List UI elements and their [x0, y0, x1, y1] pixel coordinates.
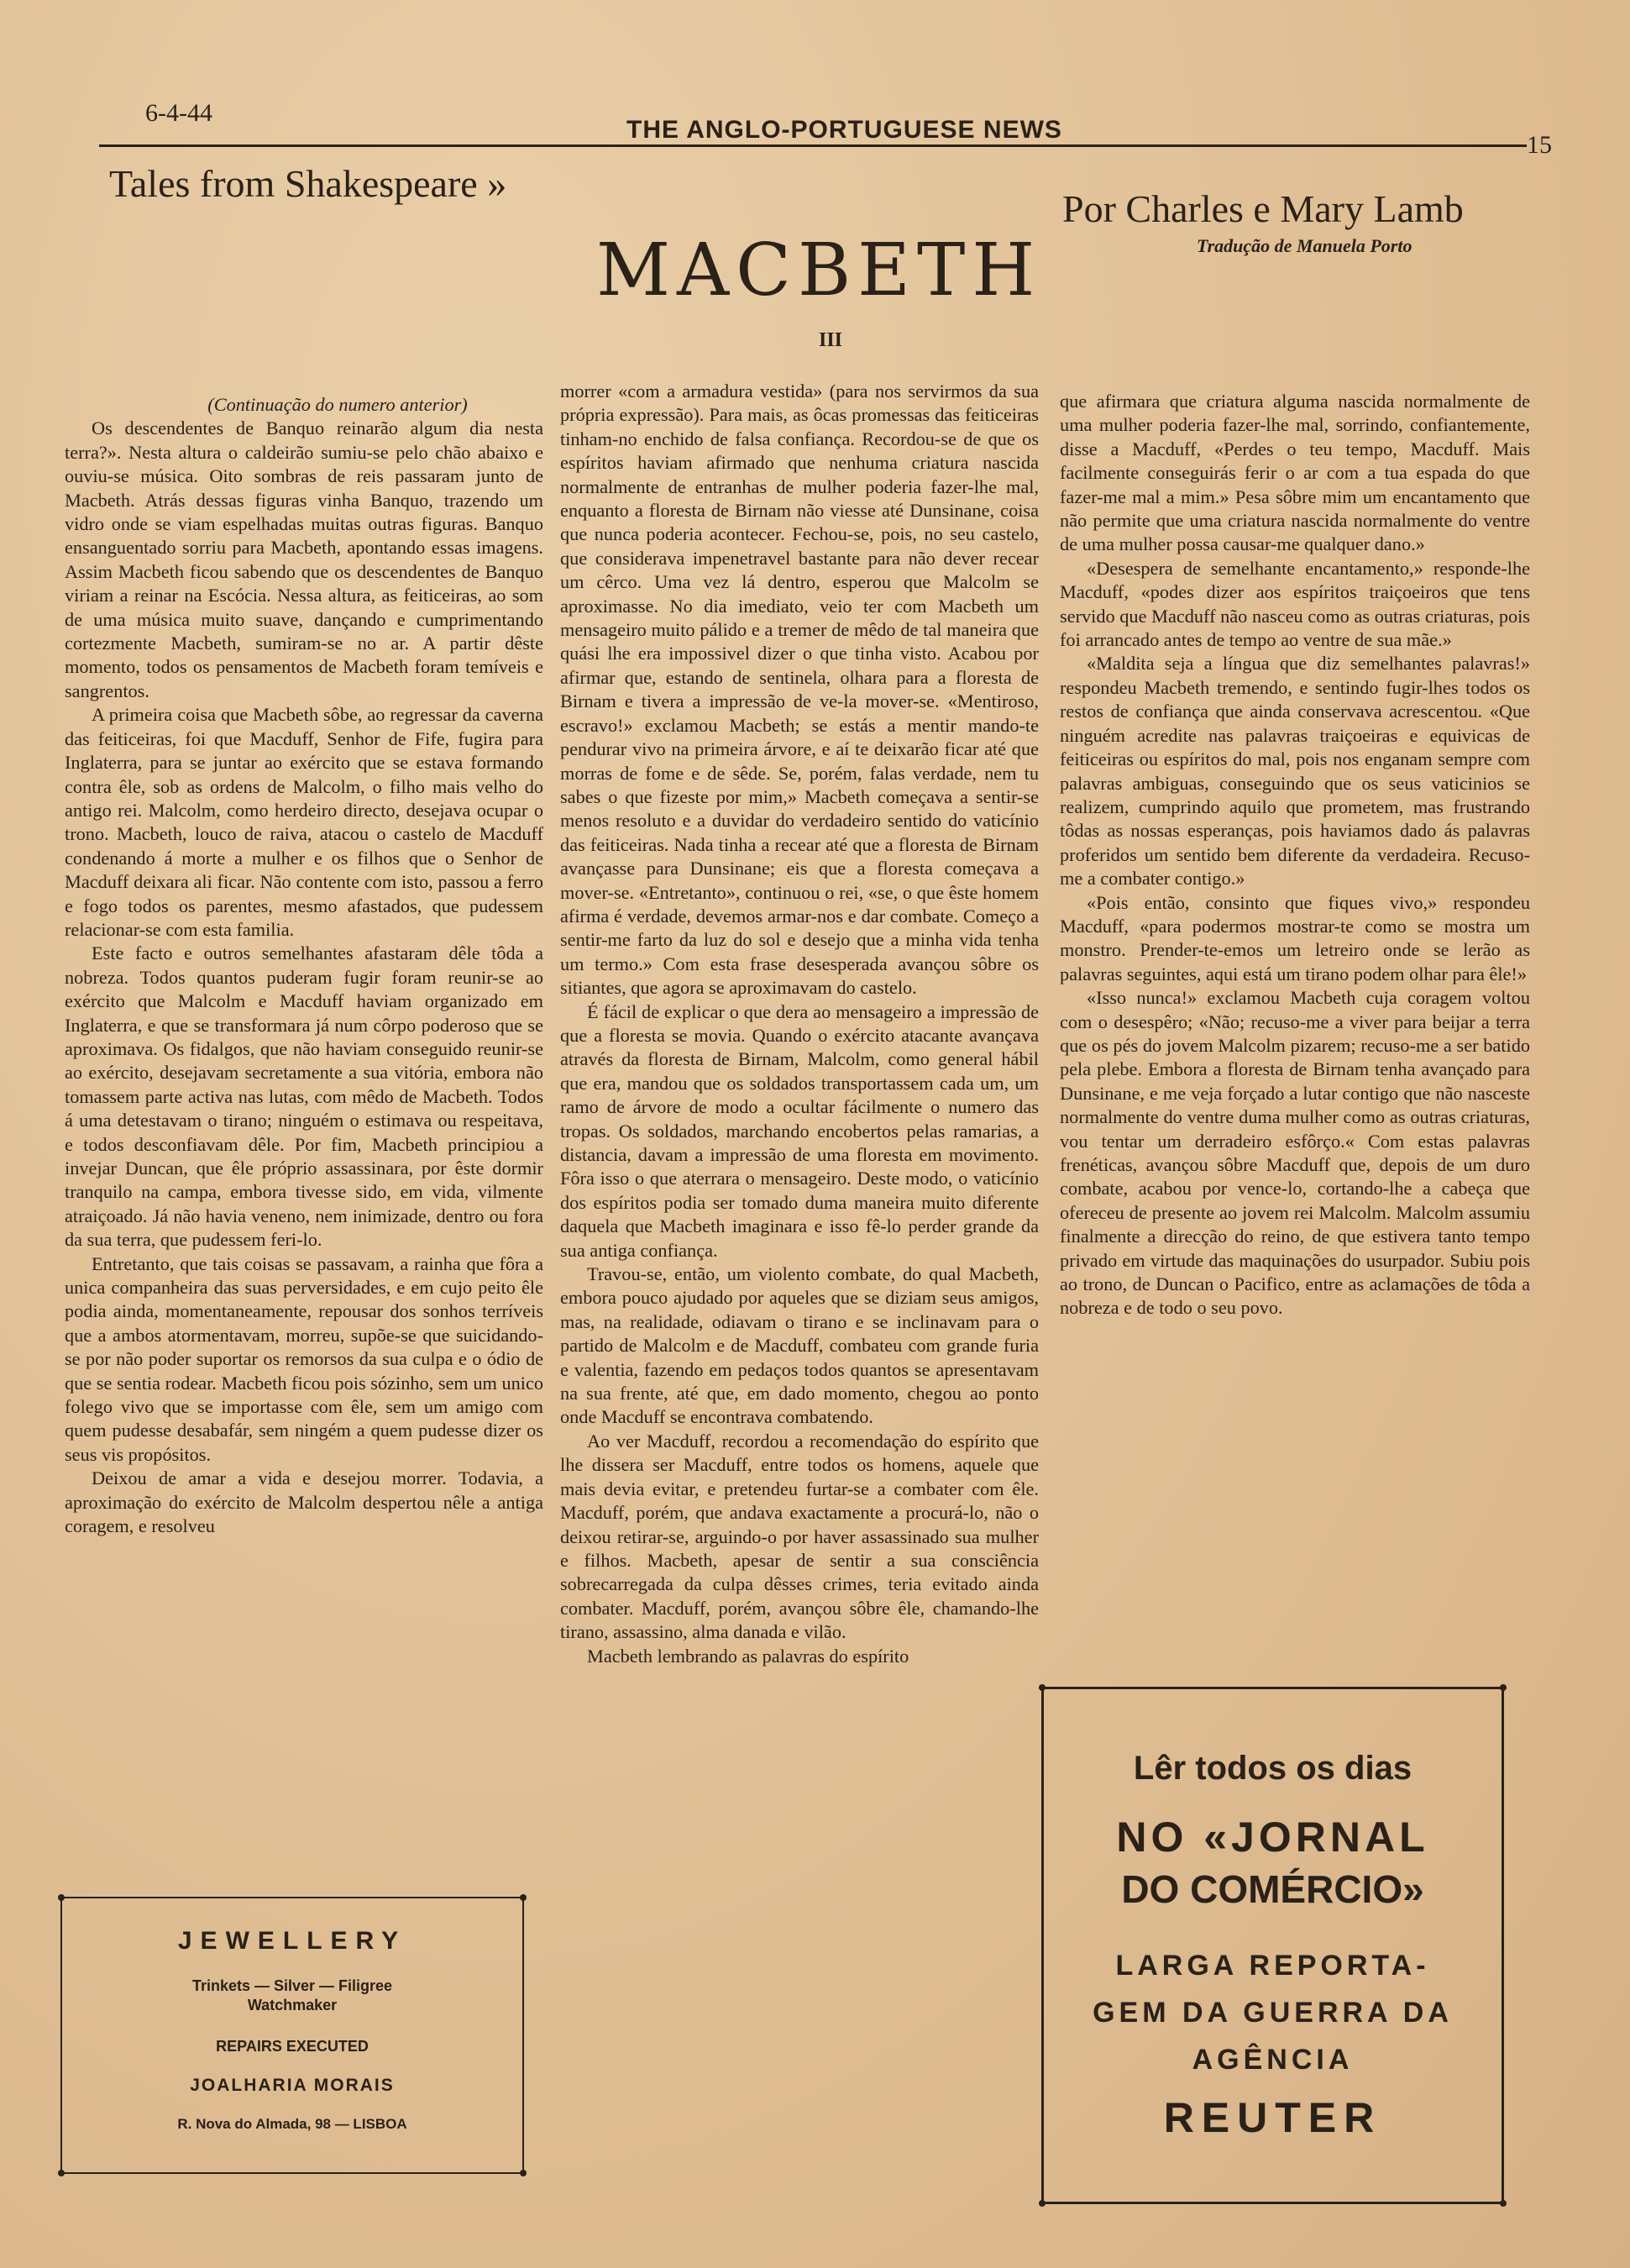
ad-line: REPAIRS EXECUTED — [216, 2038, 369, 2055]
ad-subline: LARGA REPORTA- — [1115, 1950, 1430, 1982]
corner-dot — [1500, 1684, 1507, 1691]
paragraph: Os descendentes de Banquo reinarão algum dia nesta terra?». Nesta altura o caldeirão sumiu-se pelo chão abaixo e ouviu-se música. Oito sombras de reis passaram junto de Macbeth. Atrás dessas figuras vinha Banquo, trazendo um vidro onde se viam espelhadas muitas outras figuras. Banquo ensanguentado sorriu para Macbeth, apontando essas imagens. Assim Macbeth ficou sabendo que os descendentes de Banquo viriam a reinar na Escócia. Nessa altura, as feiticeiras, ao som de uma música muito suave, dançando e cumprimentando cortezmente Macbeth, sumiram-se no ar. A partir dêste momento, todos os pensamentos de Macbeth foram temíveis e sangrentos. — [65, 417, 543, 701]
text-column-3 — [1060, 390, 1530, 1658]
paragraph: que afirmara que criatura alguma nascida normalmente de uma mulher poderia fazer-lhe mal, sorrindo, confiantemente, disse a Macduff, «Perdes o teu tempo, Macduff. Mais facilmente conseguirás ferir o ar com a tua espada do que fazer-me mal a mim.» Pesa sôbre mim um encantamento que não permite que uma criatura nascida normalmente do ventre de uma mulher possa causar-me qualquer dano.» — [1060, 391, 1530, 555]
corner-dot — [520, 1894, 527, 1901]
paragraph: «Desespera de semelhante encantamento,» responde-lhe Macduff, «podes dizer aos espíritos traiçoeiros que tens servido que Macduff não nasceu como as outras criaturas, pois foi arrancado antes de tempo ao ventre de sua mãe.» — [1060, 557, 1530, 651]
ad-line: Trinkets — Silver — Filigree — [191, 1977, 393, 1994]
ad-line: Lêr todos os dias — [1133, 1750, 1412, 1787]
page-header — [99, 99, 1552, 159]
series-title: Tales from Shakespeare » — [109, 162, 507, 205]
corner-dot — [520, 2170, 527, 2176]
continuation-note: (Continuação do numero anterior) — [207, 394, 468, 415]
ad-subline: AGÊNCIA — [1192, 2044, 1354, 2076]
paragraph: Este facto e outros semelhantes afastaram dêle tôda a nobreza. Todos quantos puderam fugir foram reunir-se ao exército que Malcolm e Macduff haviam organizado em Inglaterra, e que se transformara já num côrpo poderoso que se aproximava. Os fidalgos, que não haviam conseguido reunir-se ao exército, desejavam secretamente a sua vitória, embora não tomassem parte activa nas lutas, com mêdo de Macbeth. Todos á uma detestavam o tirano; ninguém o estimava ou respeitava, e todos desconfiavam dêle. Por fim, Macbeth principiou a invejar Duncan, que êle próprio assassinara, por êste dormir tranquilo na campa, embora tivesse sido, em vida, vilmente atraiçoado. Já não havia veneno, nem inimizade, dentro ou fora da sua terra, que pudessem feri-lo. — [65, 942, 543, 1251]
paragraph: Deixou de amar a vida e desejou morrer. Todavia, a aproximação do exército de Malcolm despertou nêle a antiga coragem, e resolveu — [65, 1467, 543, 1537]
article-authors: Por Charles e Mary Lamb — [1062, 187, 1464, 230]
paragraph: Ao ver Macduff, recordou a recomendação do espírito que lhe dissera ser Macduff, entre todos os homens, aquele que mais devia evitar, e pretendeu furtar-se a combater com êle. Macduff, porém, que andava exactamente a procurá-lo, não o deixou retirar-se, arguindo-o por haver assassinado sua mulher e filhos. Macbeth, apesar de sentir a sua consciência sobrecarregada da culpa dêsses crimes, teria evitado ainda combater. Macduff, porém, avançou sôbre êle, chamando-lhe tirano, assassino, alma danada e vilão. — [560, 1430, 1039, 1643]
paragraph: A primeira coisa que Macbeth sôbe, ao regressar da caverna das feiticeiras, foi que Macduff, Senhor de Fife, fugira para Inglaterra, para se juntar ao exército que se estava formando contra êle, sob as ordens de Malcolm, o filho mais velho do antigo rei. Malcolm, como herdeiro directo, desejava ocupar o trono. Macbeth, louco de raiva, atacou o castelo de Macduff condenando á morte a mulher e os filhos que o Senhor de Macduff deixara ali ficar. Não contente com isto, passou a ferro e fogo todos os parentes, mesmo afastados, que pudessem relacionar-se com esta familia. — [65, 704, 543, 940]
header-rule — [99, 144, 1527, 147]
corner-dot — [1039, 1684, 1046, 1691]
corner-dot — [1500, 2200, 1507, 2207]
paragraph: morrer «com a armadura vestida» (para nos servirmos da sua própria expressão). Para mais, as ôcas promessas das feiticeiras tinham-no enchido de falsa confiança. Recordou-se de que os espíritos haviam afirmado que nenhuma criatura nascida normalmente de entranhas de mulher poderia fazer-lhe mal, enquanto a floresta de Birnam não viesse até Dunsinane, coisa que nunca poderia acontecer. Fechou-se, pois, no seu castelo, que considerava impenetravel bastante para não dever recear um cêrco. Uma vez lá dentro, esperou que Malcolm se aproximasse. No dia imediato, veio ter com Macbeth um mensageiro muito pálido e a tremer de mêdo de tal maneira que quási lhe era impossivel dizer o que tinha visto. Acabou por afirmar que, estando de sentinela, olhara para a floresta de Birnam e tivera a impressão de ve-la mover-se. «Mentiroso, escravo!» exclamou Macbeth; se estás a mentir mando-te pendurar vivo na primeira árvore, e aí te deixarão ficar até que morras de fome e de sêde. Se, porém, falas verdade, nem tu sabes o que fizeste por mim,» Macbeth começava a sentir-se menos resoluto e a duvidar do verdadeiro sentido do vaticínio das feiticeiras. Nada tinha a recear até que a floresta de Birnam avançasse para Dunsinane; eis que a floresta começava a mover-se. «Entretanto», continuou o rei, «se, o que êste homem afirma é verdade, devemos armar-nos e dar combate. Começo a sentir-me farto da luz do sol e desejo que a minha vida tenha um termo.» Com esta frase desesperada avançou sôbre os sitiantes, que agora se aproximavam do castelo. — [560, 381, 1039, 999]
ad-address: R. Nova do Almada, 98 — LISBOA — [177, 2116, 407, 2132]
jornal-do-comercio-advertisement — [1041, 1687, 1504, 2204]
paragraph: «Pois então, consinto que fiques vivo,» respondeu Macduff, «para podermos mostrar-te como se mostra um monstro. Prender-te-emos um letreiro onde se lerão as palavras seguintes, aqui está um tirano podem olhar para êle!» — [1060, 891, 1530, 984]
text-column-1 — [65, 393, 543, 1888]
corner-dot — [58, 1894, 65, 1901]
ad-line: Watchmaker — [247, 1997, 338, 2013]
corner-dot — [1039, 2200, 1046, 2207]
article-title: MACBETH — [596, 228, 1042, 312]
newspaper-name: THE ANGLO-PORTUGUESE NEWS — [626, 116, 1062, 144]
paragraph: Travou-se, então, um violento combate, do qual Macbeth, embora pouco ajudado por aqueles que se diziam seus amigos, mas, na realidade, odiavam o tirano e se inclinavam para o partido de Malcolm e de Macduff, combateu com grande furia e valentia, fazendo em pedaços todos quantos se apresentavam na sua frente, até que, em dado momento, chegou ao ponto onde Macduff se encontrava combatendo. — [560, 1263, 1039, 1428]
ad-line: DO COMÉRCIO» — [1121, 1867, 1424, 1911]
article-translator: Tradução de Manuela Porto — [1197, 235, 1412, 256]
ad-line: NO «JORNAL — [1116, 1814, 1429, 1861]
text-column-2 — [560, 380, 1039, 2228]
issue-date: 6-4-44 — [145, 99, 212, 127]
corner-dot — [58, 2170, 65, 2176]
ad-line: REUTER — [1163, 2094, 1382, 2141]
paragraph: É fácil de explicar o que dera ao mensageiro a impressão de que a floresta se movia. Quando o exército atacante avançava através da floresta de Birnam, Malcolm, como general hábil que era, mandou que os soldados transportassem cada um, um ramo de árvore de modo a ocultar fácilmente o numero das tropas. Os soldados, marchando encobertos pelas ramarias, a distancia, davam a impressão de uma floresta em movimento. Fôra isso o que aterrara o mensageiro. Deste modo, o vaticínio dos espíritos podia ser tomado duma maneira muito diferente daquela que Macbeth imaginara e isso fê-lo perder grande da sua antiga confiança. — [560, 1000, 1039, 1261]
ad-subline: GEM DA GUERRA DA — [1093, 1997, 1453, 2029]
paragraph: «Maldita seja a língua que diz semelhantes palavras!» respondeu Macbeth tremendo, e sentindo fugir-lhes todos os restos de confiança que ainda conservava acrescentou. «Que ninguém acredite nas palavras traiçoeiras e equivicas de feiticeiras ou espíritos do mal, pois nos enganam sempre com palavras ambiguas, conseguindo que os seus vaticinios se realizem, cumprindo aquilo que prometem, mas frustrando tôdas as nossas esperanças, pois haviamos dado ás palavras proferidos um sentido bem diferente da verdadeira. Recuso-me a combater contigo.» — [1060, 653, 1530, 890]
jewellery-advertisement — [60, 1897, 524, 2174]
article-part: III — [819, 329, 843, 351]
ad-heading: JEWELLERY — [177, 1927, 407, 1955]
paragraph: Macbeth lembrando as palavras do espírito — [587, 1645, 909, 1667]
ad-shop-name: JOALHARIA MORAIS — [190, 2076, 395, 2095]
paragraph: «Isso nunca!» exclamou Macbeth cuja coragem voltou com o desespêro; «Não; recuso-me a viver para beijar a terra que os pés do jovem Malcolm pizarem; recuso-me a ser batido pela plebe. Embora a floresta de Birnam tenha avançado para Dunsinane, e me veja forçado a lutar contigo que não nasceste normalmente do ventre duma mulher como as outras criaturas, vou tentar um derradeiro esfôrço.« Com estas palavras frenéticas, avançou sôbre Macduff que, depois de um duro combate, acabou por vence-lo, cortando-lhe a cabeça que ofereceu de presente ao jovem rei Malcolm. Malcolm assumiu finalmente a direcção do reino, de que estivera tanto tempo privado em virtude das maquinações do usurpador. Subiu pois ao trono, de Duncan o Pacifico, entre as aclamações de tôda a nobreza e de todo o seu povo. — [1060, 987, 1530, 1319]
page-number: 15 — [1527, 131, 1552, 159]
ad-line — [1044, 1942, 1502, 2083]
paragraph: Entretanto, que tais coisas se passavam, a rainha que fôra a unica companheira das suas perversidades, e em cujo peito êle podia ainda, momentaneamente, repousar dos sonhos terríveis que a ambos atormentavam, morreu, supõe-se que suicidando-se por não poder suportar os remorsos da sua culpa e o ódio de que se sentia rodear. Macbeth ficou pois sózinho, sem um unico folego vivo que se importasse com êle, sem um amigo com quem pudesse desabafár, sem ningém a quem pudesse dizer os seus vis propósitos. — [65, 1252, 543, 1465]
